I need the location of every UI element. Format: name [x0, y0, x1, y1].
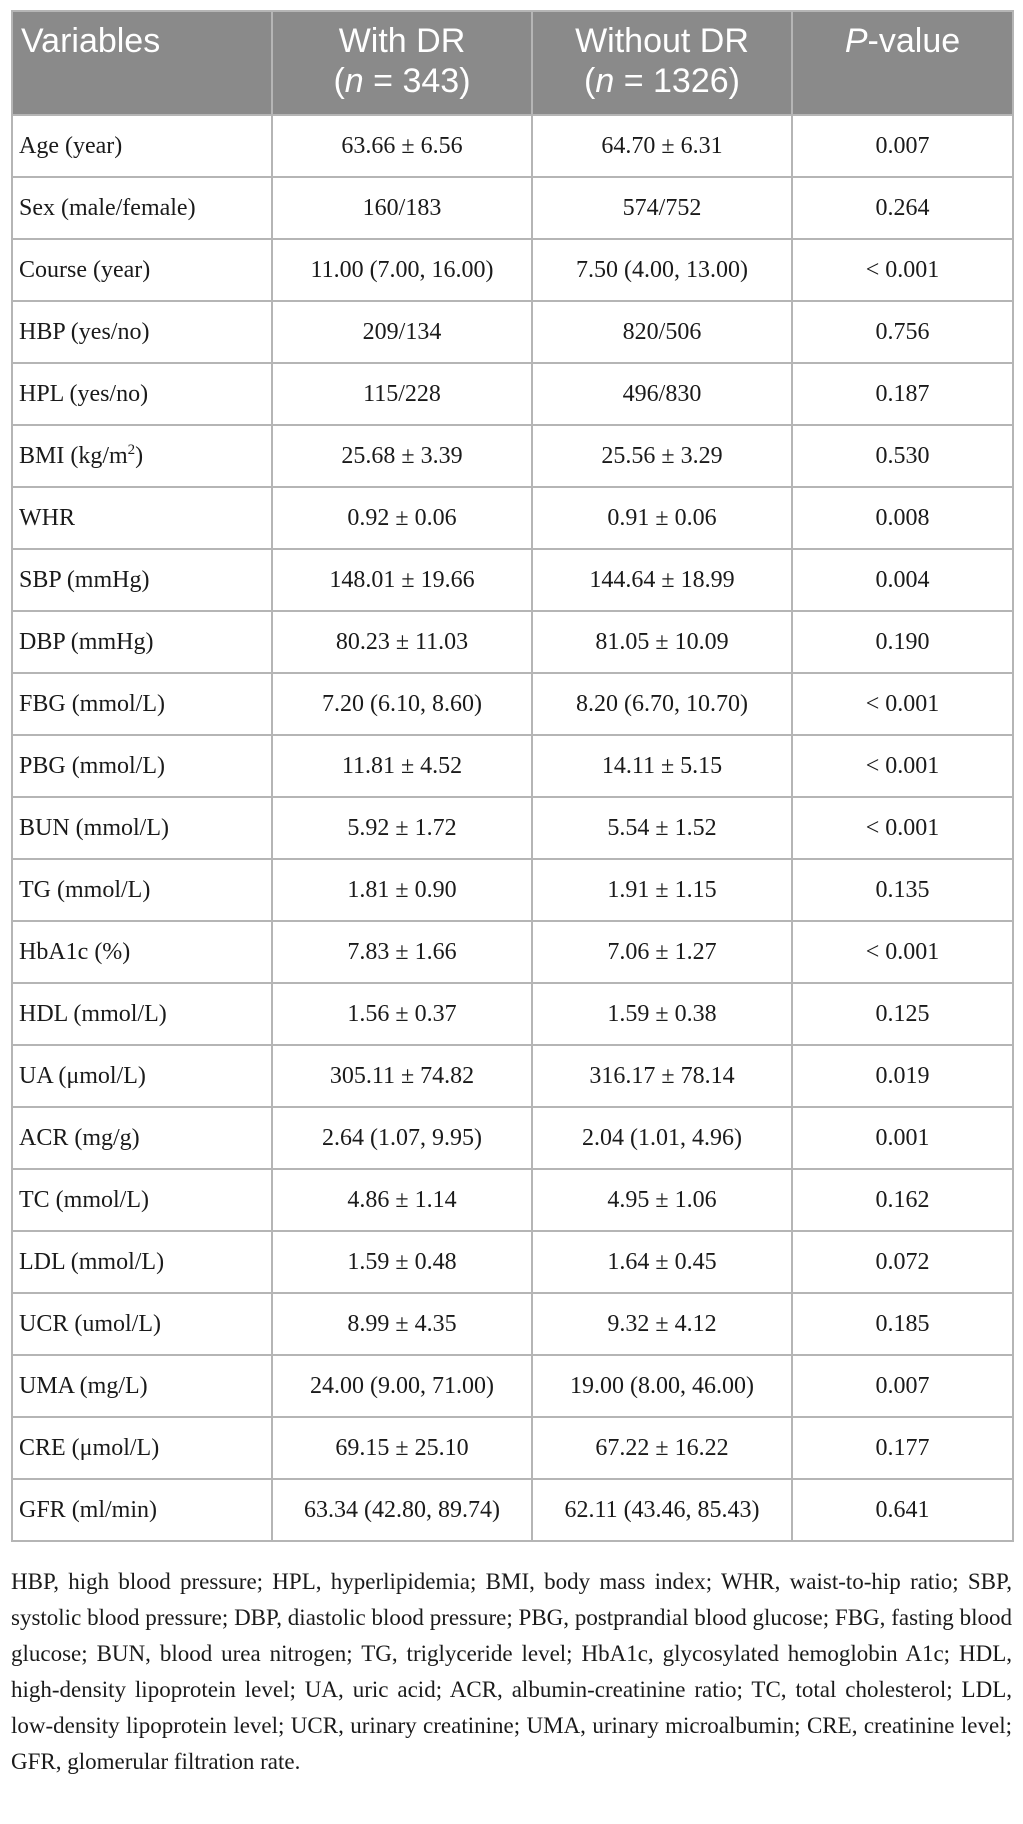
- variable-label: LDL (mmol/L): [19, 1248, 165, 1275]
- cell-without-dr: 9.32 ± 4.12: [532, 1293, 792, 1355]
- cell-without-dr: 67.22 ± 16.22: [532, 1417, 792, 1479]
- cell-variable: [12, 1293, 272, 1355]
- cell-without-dr: 2.04 (1.01, 4.96): [532, 1107, 792, 1169]
- cell-variable: [12, 611, 272, 673]
- cell-with-dr: 305.11 ± 74.82: [272, 1045, 532, 1107]
- cell-variable: [12, 239, 272, 301]
- cell-without-dr: 316.17 ± 78.14: [532, 1045, 792, 1107]
- table-row: [12, 1355, 1013, 1417]
- cell-without-dr: 4.95 ± 1.06: [532, 1169, 792, 1231]
- cell-without-dr: 25.56 ± 3.29: [532, 425, 792, 487]
- cell-without-dr: 7.50 (4.00, 13.00): [532, 239, 792, 301]
- variable-label: UMA (mg/L): [19, 1372, 148, 1399]
- table-row: [12, 1045, 1013, 1107]
- variable-label: PBG (mmol/L): [19, 752, 166, 779]
- header-p-rest: -value: [867, 22, 961, 60]
- cell-p-value: 0.162: [792, 1169, 1013, 1231]
- cell-without-dr: 1.64 ± 0.45: [532, 1231, 792, 1293]
- variable-label: HBP (yes/no): [19, 318, 150, 345]
- table-row: [12, 301, 1013, 363]
- header-with-dr-n-open: (: [333, 62, 345, 100]
- cell-without-dr: 496/830: [532, 363, 792, 425]
- cell-p-value: 0.019: [792, 1045, 1013, 1107]
- table-row: [12, 549, 1013, 611]
- cell-with-dr: 4.86 ± 1.14: [272, 1169, 532, 1231]
- cell-p-value: < 0.001: [792, 797, 1013, 859]
- table-row: [12, 921, 1013, 983]
- table-row: [12, 859, 1013, 921]
- header-variables: [12, 11, 272, 115]
- cell-variable: [12, 1231, 272, 1293]
- cell-without-dr: 19.00 (8.00, 46.00): [532, 1355, 792, 1417]
- variable-superscript: 2: [127, 441, 136, 458]
- header-with-dr-n-count: = 343): [363, 62, 471, 100]
- table-row: [12, 1169, 1013, 1231]
- table-row: [12, 1231, 1013, 1293]
- table-row: [12, 177, 1013, 239]
- cell-without-dr: 81.05 ± 10.09: [532, 611, 792, 673]
- cell-with-dr: 24.00 (9.00, 71.00): [272, 1355, 532, 1417]
- header-with-dr-label: With DR: [338, 22, 466, 60]
- cell-variable: [12, 363, 272, 425]
- cell-with-dr: 0.92 ± 0.06: [272, 487, 532, 549]
- variable-label: SBP (mmHg): [19, 566, 150, 593]
- cell-p-value: 0.004: [792, 549, 1013, 611]
- cell-without-dr: 820/506: [532, 301, 792, 363]
- header-variables-label: Variables: [21, 22, 161, 60]
- header-with-dr: [272, 11, 532, 115]
- variable-label: Age (year): [19, 132, 123, 159]
- cell-p-value: < 0.001: [792, 673, 1013, 735]
- cell-p-value: 0.072: [792, 1231, 1013, 1293]
- cell-p-value: 0.530: [792, 425, 1013, 487]
- table-row: [12, 1417, 1013, 1479]
- variable-label: GFR (ml/min): [19, 1496, 158, 1523]
- table-row: [12, 673, 1013, 735]
- table-row: [12, 797, 1013, 859]
- cell-with-dr: 7.83 ± 1.66: [272, 921, 532, 983]
- cell-p-value: 0.125: [792, 983, 1013, 1045]
- variable-label: Sex (male/female): [19, 194, 196, 221]
- cell-without-dr: 7.06 ± 1.27: [532, 921, 792, 983]
- cell-without-dr: 144.64 ± 18.99: [532, 549, 792, 611]
- cell-p-value: 0.007: [792, 115, 1013, 177]
- table-row: [12, 239, 1013, 301]
- cell-p-value: 0.007: [792, 1355, 1013, 1417]
- cell-variable: [12, 1169, 272, 1231]
- cell-without-dr: 1.59 ± 0.38: [532, 983, 792, 1045]
- cell-variable: [12, 1355, 272, 1417]
- cell-variable: [12, 673, 272, 735]
- table-row: [12, 425, 1013, 487]
- cell-without-dr: 1.91 ± 1.15: [532, 859, 792, 921]
- header-row: [12, 11, 1013, 115]
- cell-with-dr: 63.34 (42.80, 89.74): [272, 1479, 532, 1541]
- variable-label: BMI (kg/m: [19, 442, 128, 469]
- cell-with-dr: 148.01 ± 19.66: [272, 549, 532, 611]
- variable-label: UCR (umol/L): [19, 1310, 161, 1337]
- cell-variable: [12, 921, 272, 983]
- variable-label: UA (μmol/L): [19, 1062, 146, 1089]
- table-row: [12, 735, 1013, 797]
- table-row: [12, 1293, 1013, 1355]
- cell-p-value: 0.641: [792, 1479, 1013, 1541]
- cell-variable: [12, 797, 272, 859]
- cell-with-dr: 11.00 (7.00, 16.00): [272, 239, 532, 301]
- variable-label: WHR: [19, 504, 75, 531]
- variable-label: BUN (mmol/L): [19, 814, 169, 841]
- table-row: [12, 363, 1013, 425]
- cell-without-dr: 64.70 ± 6.31: [532, 115, 792, 177]
- cell-p-value: 0.190: [792, 611, 1013, 673]
- header-p-value: [792, 11, 1013, 115]
- cell-variable: [12, 1045, 272, 1107]
- cell-with-dr: 8.99 ± 4.35: [272, 1293, 532, 1355]
- cell-variable: [12, 735, 272, 797]
- header-without-dr-n-var: n: [595, 62, 615, 100]
- table-row: [12, 115, 1013, 177]
- cell-p-value: < 0.001: [792, 239, 1013, 301]
- cell-with-dr: 2.64 (1.07, 9.95): [272, 1107, 532, 1169]
- cell-variable: [12, 425, 272, 487]
- variable-label: FBG (mmol/L): [19, 690, 166, 717]
- variable-label: Course (year): [19, 256, 151, 283]
- cell-p-value: 0.008: [792, 487, 1013, 549]
- cell-with-dr: 1.81 ± 0.90: [272, 859, 532, 921]
- cell-variable: [12, 487, 272, 549]
- variable-label: CRE (μmol/L): [19, 1434, 160, 1461]
- variable-suffix: ): [135, 442, 144, 469]
- header-without-dr-n-count: = 1326): [614, 62, 740, 100]
- cell-with-dr: 11.81 ± 4.52: [272, 735, 532, 797]
- table-row: [12, 1479, 1013, 1541]
- variable-label: HbA1c (%): [19, 938, 131, 965]
- cell-with-dr: 5.92 ± 1.72: [272, 797, 532, 859]
- table-header: [12, 11, 1013, 115]
- cell-without-dr: 0.91 ± 0.06: [532, 487, 792, 549]
- variable-label: HDL (mmol/L): [19, 1000, 167, 1027]
- variable-label: ACR (mg/g): [19, 1124, 140, 1151]
- header-without-dr-label: Without DR: [575, 22, 749, 60]
- table-row: [12, 983, 1013, 1045]
- header-without-dr: [532, 11, 792, 115]
- cell-without-dr: 574/752: [532, 177, 792, 239]
- characteristics-table: [11, 10, 1014, 1542]
- cell-without-dr: 8.20 (6.70, 10.70): [532, 673, 792, 735]
- header-without-dr-n-open: (: [584, 62, 596, 100]
- cell-variable: [12, 1107, 272, 1169]
- cell-p-value: 0.264: [792, 177, 1013, 239]
- variable-label: TG (mmol/L): [19, 876, 151, 903]
- cell-with-dr: 63.66 ± 6.56: [272, 115, 532, 177]
- cell-with-dr: 115/228: [272, 363, 532, 425]
- cell-variable: [12, 115, 272, 177]
- cell-with-dr: 7.20 (6.10, 8.60): [272, 673, 532, 735]
- table-row: [12, 611, 1013, 673]
- variable-label: TC (mmol/L): [19, 1186, 149, 1213]
- cell-p-value: 0.756: [792, 301, 1013, 363]
- cell-with-dr: 69.15 ± 25.10: [272, 1417, 532, 1479]
- table-row: [12, 1107, 1013, 1169]
- cell-variable: [12, 859, 272, 921]
- cell-p-value: 0.185: [792, 1293, 1013, 1355]
- header-with-dr-n-var: n: [344, 62, 364, 100]
- cell-variable: [12, 983, 272, 1045]
- cell-p-value: < 0.001: [792, 735, 1013, 797]
- cell-variable: [12, 1479, 272, 1541]
- cell-without-dr: 5.54 ± 1.52: [532, 797, 792, 859]
- cell-variable: [12, 1417, 272, 1479]
- header-p-italic: P: [844, 22, 868, 60]
- cell-with-dr: 160/183: [272, 177, 532, 239]
- characteristics-table-container: [11, 10, 1012, 1542]
- table-body: [12, 115, 1013, 1541]
- cell-p-value: 0.001: [792, 1107, 1013, 1169]
- cell-variable: [12, 549, 272, 611]
- table-footnote: HBP, high blood pressure; HPL, hyperlipidemia; BMI, body mass index; WHR, waist-to-hip ratio; SBP, systolic blood pressure; DBP, diastolic blood pressure; PBG, postprandial blood glucose; FBG, fasting blood glucose; BUN, blood urea nitrogen; TG, triglyceride level; HbA1c, glycosylated hemoglobin A1c; HDL, high-density lipoprotein level; UA, uric acid; ACR, albumin-creatinine ratio; TC, total cholesterol; LDL, low-density lipoprotein level; UCR, urinary creatinine; UMA, urinary microalbumin; CRE, creatinine level; GFR, glomerular filtration rate.: [11, 1569, 1012, 1774]
- cell-p-value: 0.177: [792, 1417, 1013, 1479]
- cell-with-dr: 80.23 ± 11.03: [272, 611, 532, 673]
- cell-with-dr: 1.56 ± 0.37: [272, 983, 532, 1045]
- cell-variable: [12, 177, 272, 239]
- variable-label: HPL (yes/no): [19, 380, 149, 407]
- cell-with-dr: 1.59 ± 0.48: [272, 1231, 532, 1293]
- variable-label: DBP (mmHg): [19, 628, 154, 655]
- cell-without-dr: 14.11 ± 5.15: [532, 735, 792, 797]
- table-row: [12, 487, 1013, 549]
- cell-with-dr: 209/134: [272, 301, 532, 363]
- cell-with-dr: 25.68 ± 3.39: [272, 425, 532, 487]
- cell-p-value: 0.135: [792, 859, 1013, 921]
- cell-p-value: < 0.001: [792, 921, 1013, 983]
- cell-without-dr: 62.11 (43.46, 85.43): [532, 1479, 792, 1541]
- cell-variable: [12, 301, 272, 363]
- cell-p-value: 0.187: [792, 363, 1013, 425]
